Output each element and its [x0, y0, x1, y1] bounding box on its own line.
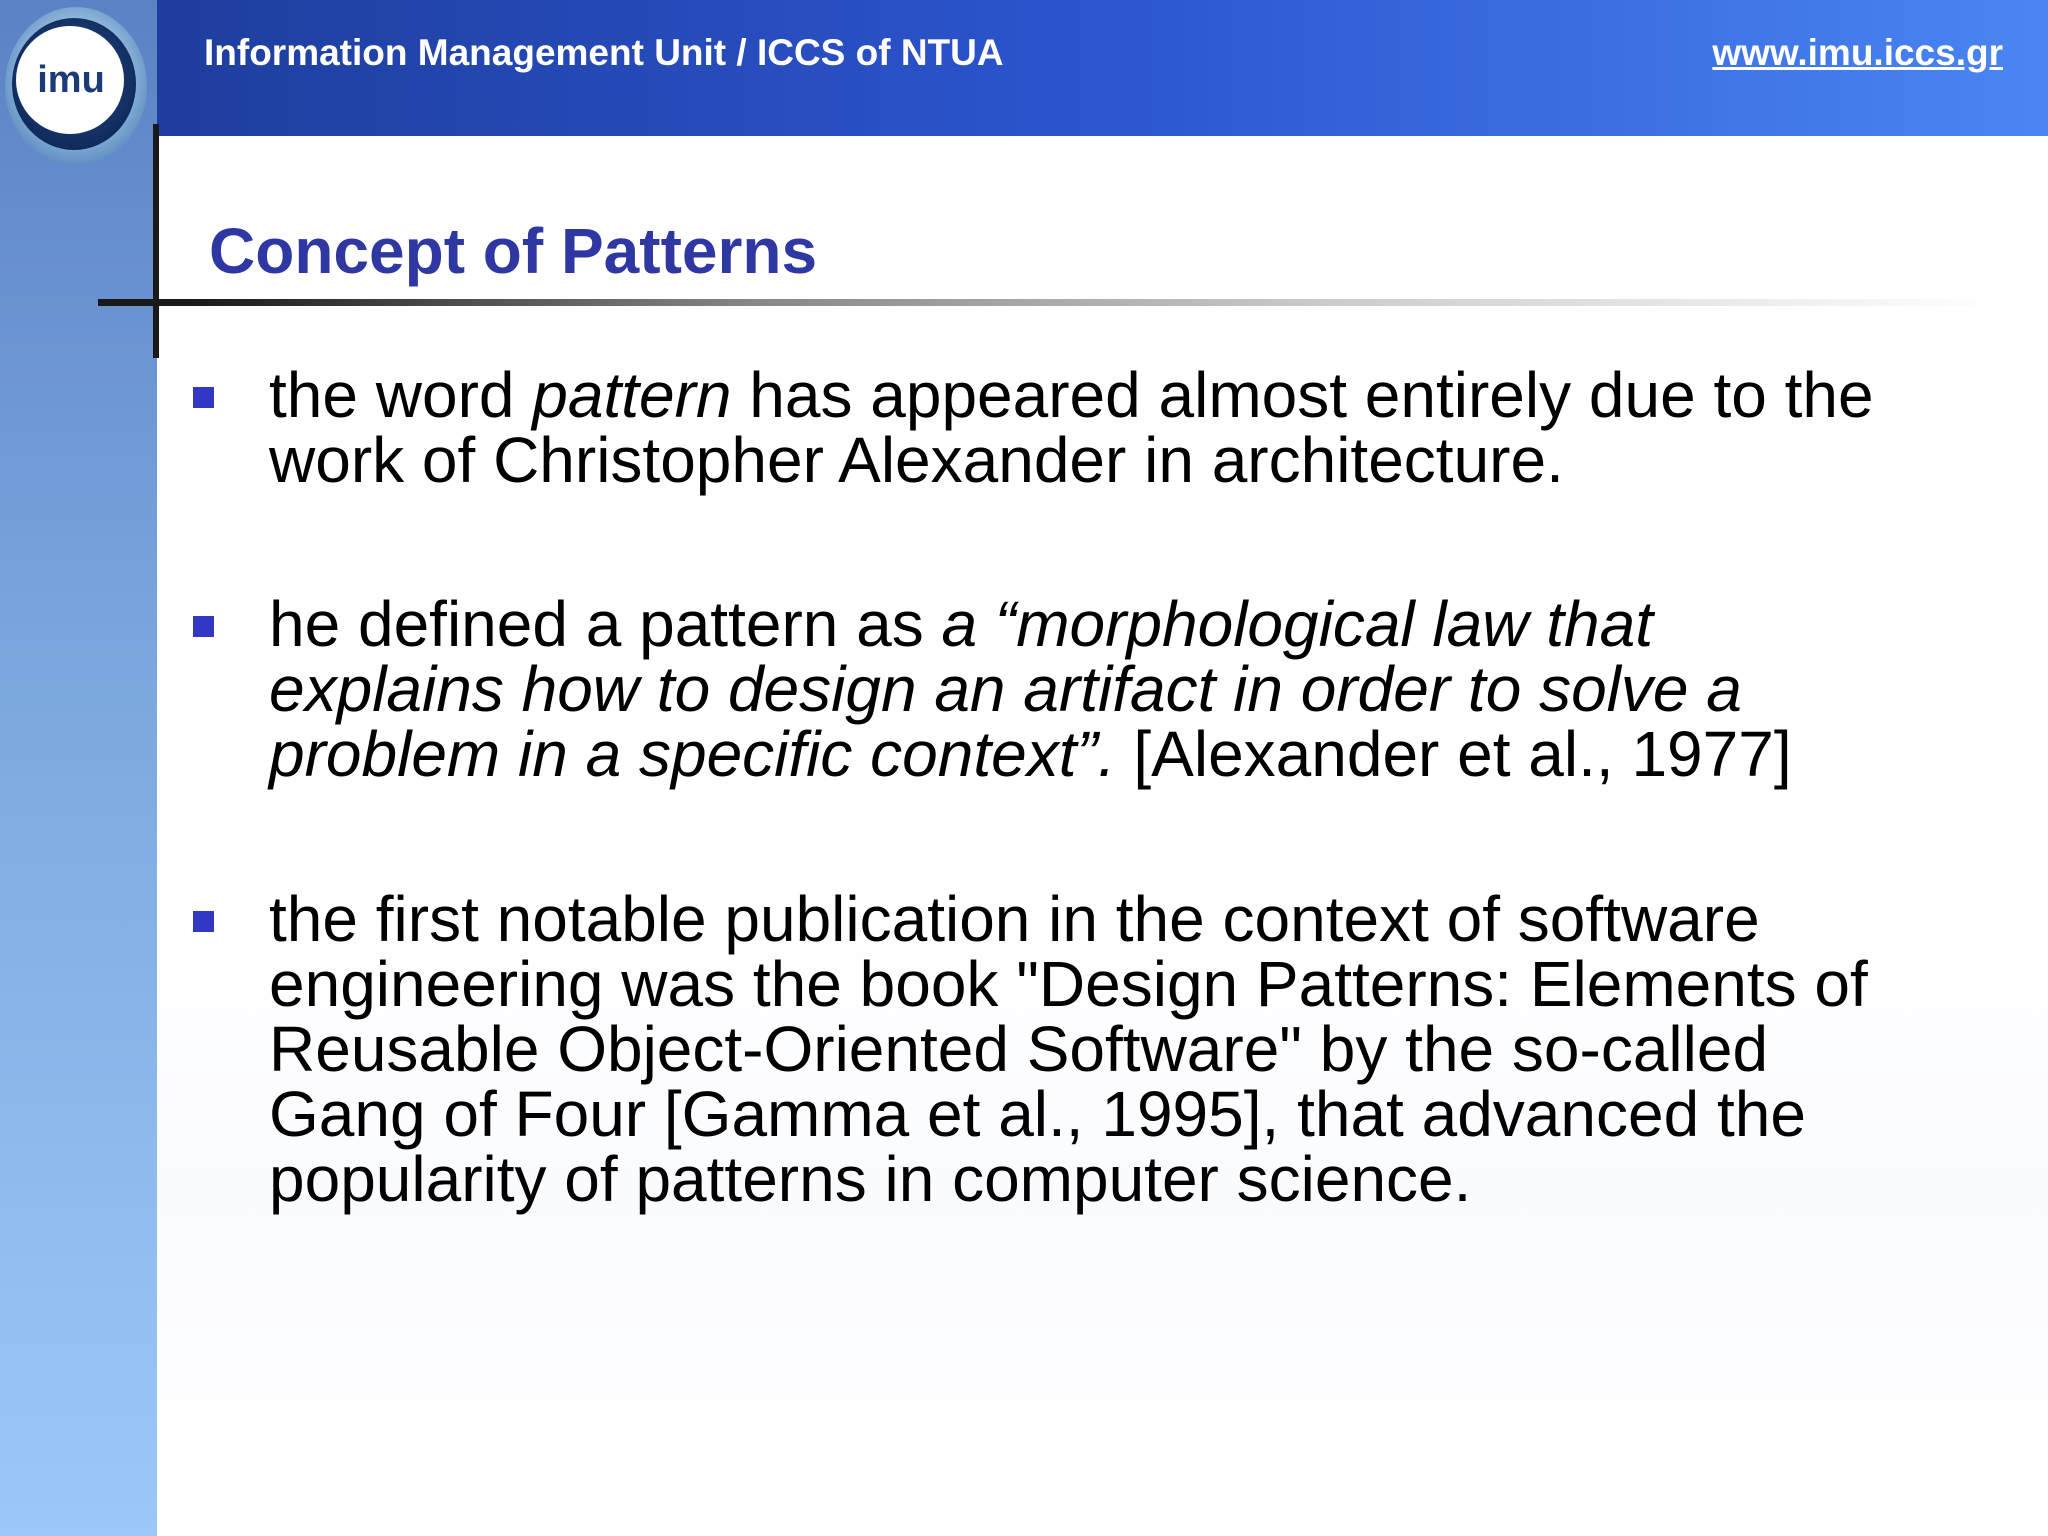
italic-term: pattern — [532, 359, 732, 431]
bullet-3-line-3: Reusable Object-Oriented Software" by the so-called — [269, 1013, 1769, 1085]
bullet-1-line-2: work of Christopher Alexander in architecture. — [269, 424, 1564, 496]
square-bullet-icon — [193, 387, 214, 408]
slide-title: Concept of Patterns — [209, 215, 818, 287]
bullet-text-1 — [269, 359, 1989, 496]
logo-text: imu — [37, 59, 105, 101]
text-run: he defined a pattern as — [269, 588, 942, 660]
bullet-2-line-3 — [269, 718, 1989, 790]
website-link[interactable]: www.imu.iccs.gr — [1712, 32, 2003, 73]
bullet-1-line-1 — [269, 359, 1989, 431]
text-run: has appeared almost entirely due to the — [731, 359, 1874, 431]
bullet-3-line-4: Gang of Four [Gamma et al., 1995], that advanced the — [269, 1078, 1806, 1150]
organization-name: Information Management Unit / ICCS of NTUA — [204, 32, 1004, 73]
bullet-2-line-2: explains how to design an artifact in order to solve a — [269, 653, 1742, 725]
square-bullet-icon — [193, 911, 214, 932]
italic-quote: problem in a specific context”. — [269, 718, 1116, 790]
text-run: the word — [269, 359, 533, 431]
italic-quote: a “morphological law that — [941, 588, 1653, 660]
square-bullet-icon — [193, 616, 214, 637]
citation: [Alexander et al., 1977] — [1115, 718, 1792, 790]
bullet-2-line-1 — [269, 588, 1989, 660]
bullet-text-3 — [269, 883, 1989, 1215]
bullet-text-2 — [269, 588, 1989, 790]
bullet-3-line-2: engineering was the book "Design Patterns: Elements of — [269, 948, 1868, 1020]
bullet-3-line-1: the first notable publication in the context of software — [269, 883, 1760, 955]
bullet-3-line-5: popularity of patterns in computer science. — [269, 1143, 1472, 1215]
